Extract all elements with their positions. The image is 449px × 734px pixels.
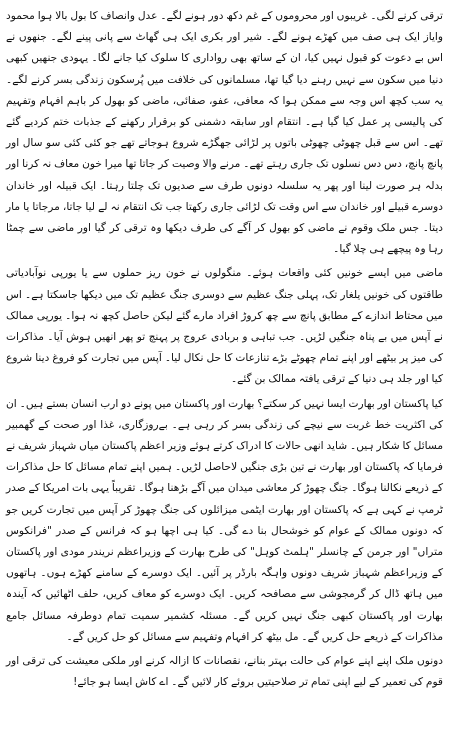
paragraph-3: کیا پاکستان اور بھارت ایسا نہیں کر سکتے؟ بھارت اور پاکستان میں پونے دو ارب انسان بستے ہیں۔ ان کی اکثریت خط غربت سے نیچے کی زندگی بسر کر رہی ہے۔ بےروزگاری، غذا اور صحت کے گھمبیر مسائل کا شکار ہیں۔ شاید انھی حالات کا ادراک کرتے ہوئے وزیر اعظم پاکستان میاں شہباز شریف نے فرمایا کہ پاکستان اور بھارت نے تین بڑی جنگیں لاحاصل لڑیں۔ ہمیں اپنے تمام مسائل کا حل مذاکرات کے ذریعے نکالنا ہوگا۔ جنگ چھوڑ کر معاشی میدان میں آگے بڑھنا ہوگا۔ تقریباً یہی بات امریکا کے صدر ٹرمپ نے کہی ہے کہ پاکستان اور بھارت ایٹمی میزائلوں کی جنگ چھوڑ کر آپس میں تجارت کریں جو کہ دونوں ممالک کے عوام کو خوشحال بنا دے گی۔ کیا ہی اچھا ہو کہ فرانس کے صدر "فرانکوس متراں" اور جرمن کے چانسلر "ہلمٹ کوہل" کی طرح بھارت کے وزیراعظم نریندر مودی اور پاکستان کے وزیراعظم شہباز شریف دونوں واہگہ بارڈر پر آئیں۔ ایک دوسرے کے سامنے کھڑے ہوں۔ ہاتھوں میں ہاتھ ڈال کر گرمجوشی سے مصافحہ کریں۔ ایک دوسرے کو معاف کریں، حلف اٹھائیں کہ آیندہ بھارت اور پاکستان کبھی جنگ نہیں کریں گے۔ مسئلہ کشمیر سمیت تمام دوطرفہ مسائل جامع مذاکرات کے ذریعے حل کریں گے۔ مل بیٹھ کر افہام وتفہیم سے مسائل کو حل کریں گے۔ — [6, 397, 443, 643]
paragraph-2: ماضی میں ایسے خونیں کئی واقعات ہوئے۔ منگولوں نے خون ریز حملوں سے یا یورپی نوآبادیاتی طاقتوں کی خونیں یلغار تک، پہلی جنگ عظیم سے دوسری جنگ عظیم تک میں دیکھا جاسکتا ہے۔ اس میں محتاط اندازے کے مطابق پانچ سے چھ کروڑ افراد مارے گئے لیکن حاصل کچھ نہ ہوا۔ یورپی ممالک نے آپس میں بے پناہ جنگیں لڑیں۔ جب تباہی و بربادی عروج پر پہنچ تو پھر انھیں ہوش آیا۔ مذاکرات کی میز پر بیٹھے اور اپنے تمام چھوٹے بڑے تنازعات کا حل نکال لیا۔ آپس میں تجارت کو فروغ دینا شروع کیا اور جلد ہی دنیا کے ترقی یافتہ ممالک بن گئے۔ — [6, 267, 443, 386]
paragraph-1: ترقی کرنے لگی۔ غریبوں اور محروموں کے غم دکھ دور ہونے لگے۔ عدل وانصاف کا بول بالا ہوا محمود وایاز ایک ہی صف میں کھڑے ہونے لگے۔ شیر اور بکری ایک ہی گھاٹ سے پانی پینے لگے۔ جنھوں نے اس بے دعوت کو قبول نہیں کیا، ان کے ساتھ بھی رواداری کا سلوک کیا جانے لگا۔ یہودی جنھیں کبھی دنیا میں سکون سے نہیں رہنے دیا گیا تھا، مسلمانوں کی خلافت میں پُرسکون زندگی بسر کرنے لگے۔ یہ سب کچھ اس وجہ سے ممکن ہوا کہ معافی، عفو، صفائی، ماضی کو بھول کر باہم افہام وتفہیم کی پالیسی پر عمل کیا گیا ہے۔ انتقام اور سابقہ دشمنی کو برقرار رکھنے کے جذبات ختم کردیے گئے تھے۔ اس سے قبل چھوٹی چھوٹی باتوں پر لڑائی جھگڑے شروع ہوجاتے تھے جو کئی کئی سو سال اور پانچ پانچ، دس دس نسلوں تک جاری رہتے تھے۔ مرنے والا وصیت کر جاتا تھا میرا خون معاف نہ کرنا اور بدلہ ہر صورت لینا اور پھر یہ سلسلہ دونوں طرف سے صدیوں تک چلتا رہتا۔ ایک قبیلہ اور خاندان دوسرے قبیلے اور خاندان سے اس وقت تک لڑائی جاری رکھتا جب تک انتقام نہ لے لیا جاتا، مرجاتا یا مار دیتا۔ جس ملک وقوم نے ماضی کو بھول کر آگے کی طرف دیکھا وہ ترقی کر گیا اور ماضی سے چمٹا رہا وہ پیچھے ہی چلا گیا۔ — [6, 10, 443, 256]
paragraph-4: دونوں ملک اپنے اپنے عوام کی حالت بہتر بنانے، نقصانات کا ازالہ کرنے اور ملکی معیشت کی ترقی اور قوم کی تعمیر کے لیے اپنی تمام تر صلاحیتیں بروئے کار لائیں گے۔ اے کاش ایسا ہو جائے! — [6, 655, 443, 689]
